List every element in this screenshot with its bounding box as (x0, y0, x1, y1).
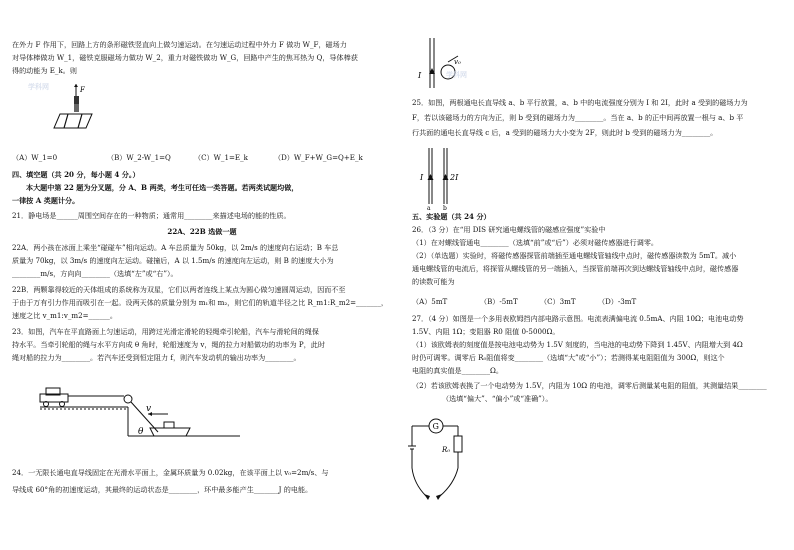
q22b-line-2: 于由于万有引力作用而吸引在一起。设两天体的质量分别为 m₁和 m₂，则它们的轨道半径之比 R_m1:R_m2=_______， (12, 298, 388, 307)
fig4-current-2i: 2I (450, 173, 459, 182)
q22b-line-1: 22B．两颗靠得较近的天体组成的系统称为双星，它们以两者连线上某点为圆心做匀速圆周运动，因而不至 (12, 285, 346, 294)
parallel-wires-figure (414, 148, 464, 210)
q26-option-a: （A）5mT (412, 297, 448, 306)
intro-line-2: 对导体棒做功 W_1，磁铁克服磁场力做功 W_2，重力对磁铁做功 W_G，回路中产生的焦耳热为 Q，导体棒获 (12, 53, 358, 62)
q27-line-4: 时仍可调零。调零后 R₀阻值将变________（选填“大”或“小”）；若测得某电阻阻值为 300Ω，则这个 (412, 353, 725, 362)
watermark-left: 学科网 (28, 83, 49, 91)
question-27 (412, 312, 792, 405)
q25-line-3: 行共面的通电长直导线 c 后，a 受到的磁场力大小变为 2F，则此时 b 受到的磁场力为________。 (412, 128, 718, 137)
q27-line-1: 27．（4 分）如图是一个多用表欧姆挡内部电路示意图。电流表满偏电流 0.5mA、内阻 10Ω；电池电动势 (412, 314, 744, 323)
q27-line-5: 电阻的真实值是________Ω。 (412, 366, 504, 375)
intro-line-1: 在外力 F 作用下，回路上方的条形磁铁竖直向上做匀速运动。在匀速运动过程中外力 F 做功 W_F，磁场力 (12, 40, 347, 49)
q22a-line-3: ________m/s，方向向________（选填“左”或“右”）。 (12, 269, 178, 278)
q26-part-2-line-3: 的读数可能为 (412, 277, 455, 286)
question-24 (12, 466, 392, 496)
fig4-label-b: b (443, 205, 447, 212)
q26-part-1: （1）在对螺线管通电________（选填“前”或“后”）必须对磁传感器进行调零。 (412, 238, 659, 247)
q22a-line-2: 质量为 70kg，以 3m/s 的速度向左运动。碰撞后，A 以 1.5m/s 的速度向左运动，则 B 的速度大小为 (12, 256, 334, 265)
q26-part-2-line-2: 通电螺线管的电流后，将探管从螺线管的另一端插入，当探管前端再次到达螺线管轴线中点时，磁传感器 (412, 264, 739, 273)
section-4-note: 本大题中第 22 题为分叉题，分 A、B 两类，考生可任选一类答题。若两类试题均做， (26, 183, 299, 192)
question-25 (412, 96, 792, 139)
section-5-title: 五、实验题（共 24 分） (412, 212, 491, 221)
q26-part-2-line-1: （2）（单选题）实验时，将磁传感器探管前端插至通电螺线管轴线中点时，磁传感器读数为 5mT。减小 (412, 251, 737, 260)
q23-line-3: 绳对船的拉力为________。若汽车还受到恒定阻力 f，则汽车发动机的输出功率为________。 (12, 353, 301, 362)
fig5-resistor-label: R₀ (442, 446, 451, 454)
fig2-theta-label: θ (138, 427, 144, 437)
q26-option-d: （D）-3mT (598, 297, 637, 306)
q27-line-6: （2）若该欧姆表换了一个电动势为 1.5V，内阻为 10Ω 的电池，调零后测量某电阻的阻值，其测量结果________ (412, 381, 767, 390)
q23-line-2: 持水平。当牵引轮船的绳与水平方向成 θ 角时，轮船速度为 v，绳的拉力对船做功的功率为 P，此时 (12, 340, 325, 349)
q24-line-2: 导线成 60°角的初速度运动，其最终的运动状态是________，环中最多能产生_______J 的电能。 (12, 485, 313, 494)
option-a: （A）W_1=0 (12, 153, 58, 162)
fig5-galvanometer-label: G (432, 422, 439, 431)
question-21: 21．静电场是______周围空间存在的一种物质；通常用________来描述电场的能的性质。 (12, 211, 291, 220)
magnet-loop-figure (58, 84, 98, 132)
option-d: （D）W_F+W_G=Q+E_k (274, 153, 363, 162)
q27-line-2: 1.5V、内阻 1Ω；变阻器 R0 阻值 0-5000Ω。 (412, 327, 560, 336)
fig1-force-label: F (80, 86, 85, 94)
fig4-current-i: I (420, 173, 424, 182)
intro-line-3: 得的动能为 E_k。则 (12, 66, 77, 75)
q27-line-7: （选填“偏大”、“偏小”或“准确”）。 (442, 394, 553, 403)
q22a-line-1: 22A．两小孩在冰面上乘坐“碰碰车”相向运动。A 车总质量为 50kg，以 2m/s 的速度向右运动；B 车总 (12, 243, 339, 252)
section-4 (12, 168, 392, 364)
q23-line-1: 23．如图，汽车在平直路面上匀速运动，用跨过光滑定滑轮的轻绳牵引轮船，汽车与滑轮间的绳保 (12, 327, 319, 336)
car-pulley-boat-figure (40, 378, 240, 448)
q25-line-1: 25．如图，两根通电长直导线 a、b 平行放置，a、b 中的电流强度分别为 I 和 2I，此时 a 受到的磁场力为 (412, 98, 748, 107)
q24-line-1: 24．一无限长通电直导线固定在光滑水平面上，金属环质量为 0.02kg，在该平面上以 v₀=2m/s、与 (12, 468, 329, 477)
section-4-note-2: 一律按 A 类题计分。 (12, 196, 80, 205)
q26-option-c: （C）3mT (540, 297, 576, 306)
section-4-title: 四、填空题（共 20 分，每小题 4 分。） (12, 170, 140, 179)
wire-ring-figure (418, 38, 468, 90)
q26-header: 26．（3 分）在“用 DIS 研究通电螺线管的磁感应强度”实验中 (412, 225, 606, 234)
fig2-velocity-label: v (146, 404, 152, 414)
fig3-velocity-label: v₀ (454, 58, 461, 66)
q27-line-3: （1）该欧姆表的刻度值是按电池电动势为 1.5V 刻度的，当电池的电动势下降到 1.45V、内阻增大到 4Ω (412, 340, 743, 349)
question-22-header: 22A、22B 选做一题 (167, 227, 237, 236)
option-b: （B）W_2-W_1=Q (107, 153, 171, 162)
ohmmeter-circuit-figure (410, 412, 480, 504)
q22b-line-3: 速度之比 v_m1:v_m2=______。 (12, 311, 117, 320)
fig3-current-label: I (418, 71, 422, 80)
option-c: （C）W_1=E_k (194, 153, 248, 162)
q25-line-2: F，若以该磁场力的方向为正，则 b 受到的磁场力为________。当在 a、b 的正中间再放置一根与 a、b 平 (412, 113, 744, 122)
fig4-label-a: a (427, 205, 431, 212)
section-5 (412, 210, 792, 288)
left-column (12, 38, 392, 77)
q26-option-b: （B）-5mT (480, 297, 518, 306)
watermark-right: 学科网 (446, 71, 467, 79)
